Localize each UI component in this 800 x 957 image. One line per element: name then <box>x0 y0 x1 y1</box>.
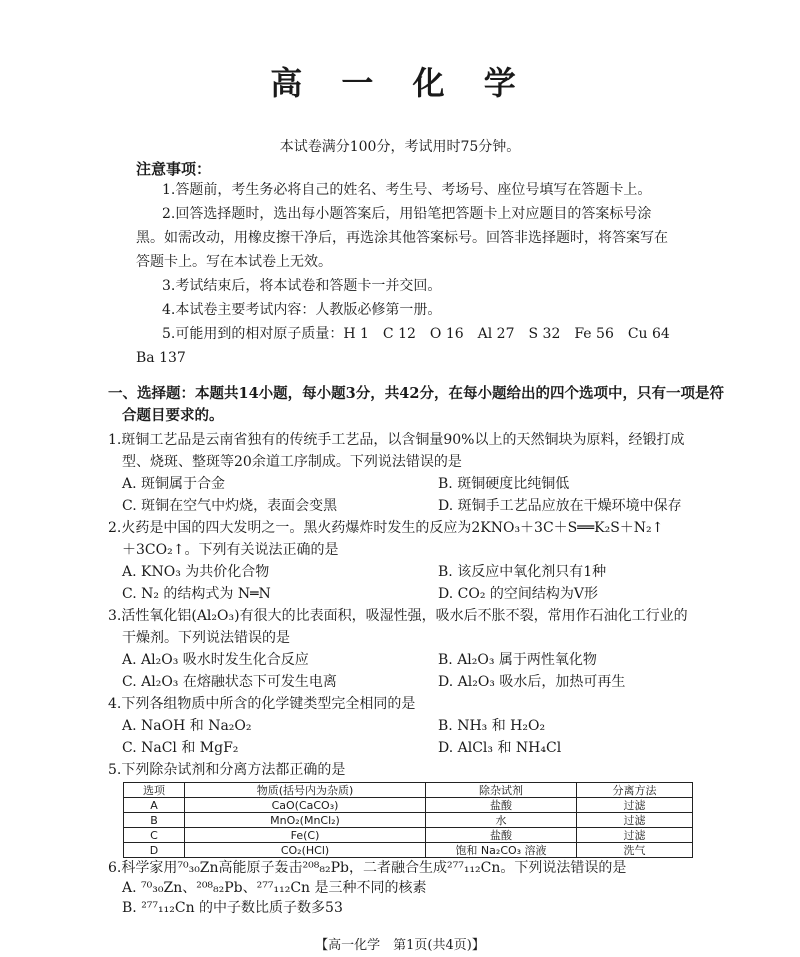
notice-2b: 黑。如需改动，用橡皮擦干净后，再选涂其他答案标号。回答非选择题时，将答案写在 <box>136 230 668 246</box>
q3-stem-1: 3.活性氧化铝(Al₂O₃)有很大的比表面积，吸湿性强，吸水后不胀不裂，常用作石油化工行业的 <box>108 608 688 624</box>
page-footer: 【高一化学 第1页(共4页)】 <box>315 938 485 953</box>
exam-info: 本试卷满分100分，考试用时75分钟。 <box>279 139 521 155</box>
q6-option-a: A. ⁷⁰₃₀Zn、²⁰⁸₈₂Pb、²⁷⁷₁₁₂Cn 是三种不同的核素 <box>122 880 427 896</box>
q1-option-d: D. 斑铜手工艺品应放在干燥环境中保存 <box>438 498 682 514</box>
table-cell: C <box>124 828 185 843</box>
section-heading-1: 一、选择题：本题共14小题，每小题3分，共42分，在每小题给出的四个选项中，只有一项是符 <box>108 385 724 402</box>
q1-option-c: C. 斑铜在空气中灼烧，表面会变黑 <box>122 498 338 514</box>
q3-stem-2: 干燥剂。下列说法错误的是 <box>122 630 290 646</box>
notice-5b: Ba 137 <box>136 350 186 366</box>
table-cell: 洗气 <box>577 843 693 858</box>
q5-table <box>123 782 693 858</box>
q2-stem-2: ＋3CO₂↑。下列有关说法正确的是 <box>122 542 339 558</box>
q5-stem: 5.下列除杂试剂和分离方法都正确的是 <box>108 762 346 778</box>
notice-4: 4.本试卷主要考试内容：人教版必修第一册。 <box>162 302 442 318</box>
q1-stem-1: 1.斑铜工艺品是云南省独有的传统手工艺品，以含铜量90%以上的天然铜块为原料，经锻打成 <box>108 432 685 448</box>
q2-option-c: C. N₂ 的结构式为 N═N <box>122 586 271 602</box>
table-row <box>124 843 693 858</box>
table-cell: MnO₂(MnCl₂) <box>185 813 426 828</box>
q1-stem-2: 型、烧斑、整斑等20余道工序制成。下列说法错误的是 <box>122 454 462 470</box>
page-title: 高 一 化 学 <box>270 64 530 102</box>
q3-option-a: A. Al₂O₃ 吸水时发生化合反应 <box>122 652 309 668</box>
q4-option-b: B. NH₃ 和 H₂O₂ <box>438 718 546 734</box>
notice-1: 1.答题前，考生务必将自己的姓名、考生号、考场号、座位号填写在答题卡上。 <box>162 182 652 198</box>
q2-option-b: B. 该反应中氧化剂只有1种 <box>438 564 607 580</box>
notice-2a: 2.回答选择题时，选出每小题答案后，用铅笔把答题卡上对应题目的答案标号涂 <box>162 206 652 222</box>
q1-option-b: B. 斑铜硬度比纯铜低 <box>438 476 570 492</box>
table-cell: A <box>124 798 185 813</box>
notice-3: 3.考试结束后，将本试卷和答题卡一并交回。 <box>162 278 442 294</box>
q6-stem: 6.科学家用⁷⁰₃₀Zn高能原子轰击²⁰⁸₈₂Pb，二者融合生成²⁷⁷₁₁₂Cn。下列说法错误的是 <box>108 860 627 876</box>
q4-option-d: D. AlCl₃ 和 NH₄Cl <box>438 740 562 756</box>
table-cell: CaO(CaCO₃) <box>185 798 426 813</box>
table-cell: 盐酸 <box>426 828 577 843</box>
table-cell: Fe(C) <box>185 828 426 843</box>
table-cell: 饱和 Na₂CO₃ 溶液 <box>426 843 577 858</box>
table-cell: CO₂(HCl) <box>185 843 426 858</box>
table-header-row <box>124 783 693 798</box>
q3-option-c: C. Al₂O₃ 在熔融状态下可发生电离 <box>122 674 337 690</box>
q2-option-d: D. CO₂ 的空间结构为V形 <box>438 586 598 602</box>
table-cell: 过滤 <box>577 828 693 843</box>
q6-option-b: B. ²⁷⁷₁₁₂Cn 的中子数比质子数多53 <box>122 900 343 916</box>
table-cell: 过滤 <box>577 813 693 828</box>
q3-option-b: B. Al₂O₃ 属于两性氧化物 <box>438 652 597 668</box>
table-row <box>124 828 693 843</box>
q3-option-d: D. Al₂O₃ 吸水后，加热可再生 <box>438 674 626 690</box>
q4-option-a: A. NaOH 和 Na₂O₂ <box>122 718 252 734</box>
table-cell: D <box>124 843 185 858</box>
table-cell: B <box>124 813 185 828</box>
table-header-cell: 分离方法 <box>577 783 693 798</box>
table-header-cell: 物质(括号内为杂质) <box>185 783 426 798</box>
table-header-cell: 选项 <box>124 783 185 798</box>
table-row <box>124 813 693 828</box>
q2-option-a: A. KNO₃ 为共价化合物 <box>122 564 270 580</box>
table-cell: 水 <box>426 813 577 828</box>
q4-stem: 4.下列各组物质中所含的化学键类型完全相同的是 <box>108 696 416 712</box>
notice-heading: 注意事项： <box>136 160 212 178</box>
notice-2c: 答题卡上。写在本试卷上无效。 <box>136 254 332 270</box>
notice-5a: 5.可能用到的相对原子质量：H 1 C 12 O 16 Al 27 S 32 Fe 56 Cu 64 <box>162 326 670 342</box>
q1-option-a: A. 斑铜属于合金 <box>122 476 226 492</box>
table-row <box>124 798 693 813</box>
table-cell: 盐酸 <box>426 798 577 813</box>
q2-stem-1: 2.火药是中国的四大发明之一。黑火药爆炸时发生的反应为2KNO₃＋3C＋S══K₂S＋N₂↑ <box>108 520 664 536</box>
q4-option-c: C. NaCl 和 MgF₂ <box>122 740 239 756</box>
section-heading-2: 合题目要求的。 <box>122 407 224 424</box>
table-header-cell: 除杂试剂 <box>426 783 577 798</box>
table-cell: 过滤 <box>577 798 693 813</box>
